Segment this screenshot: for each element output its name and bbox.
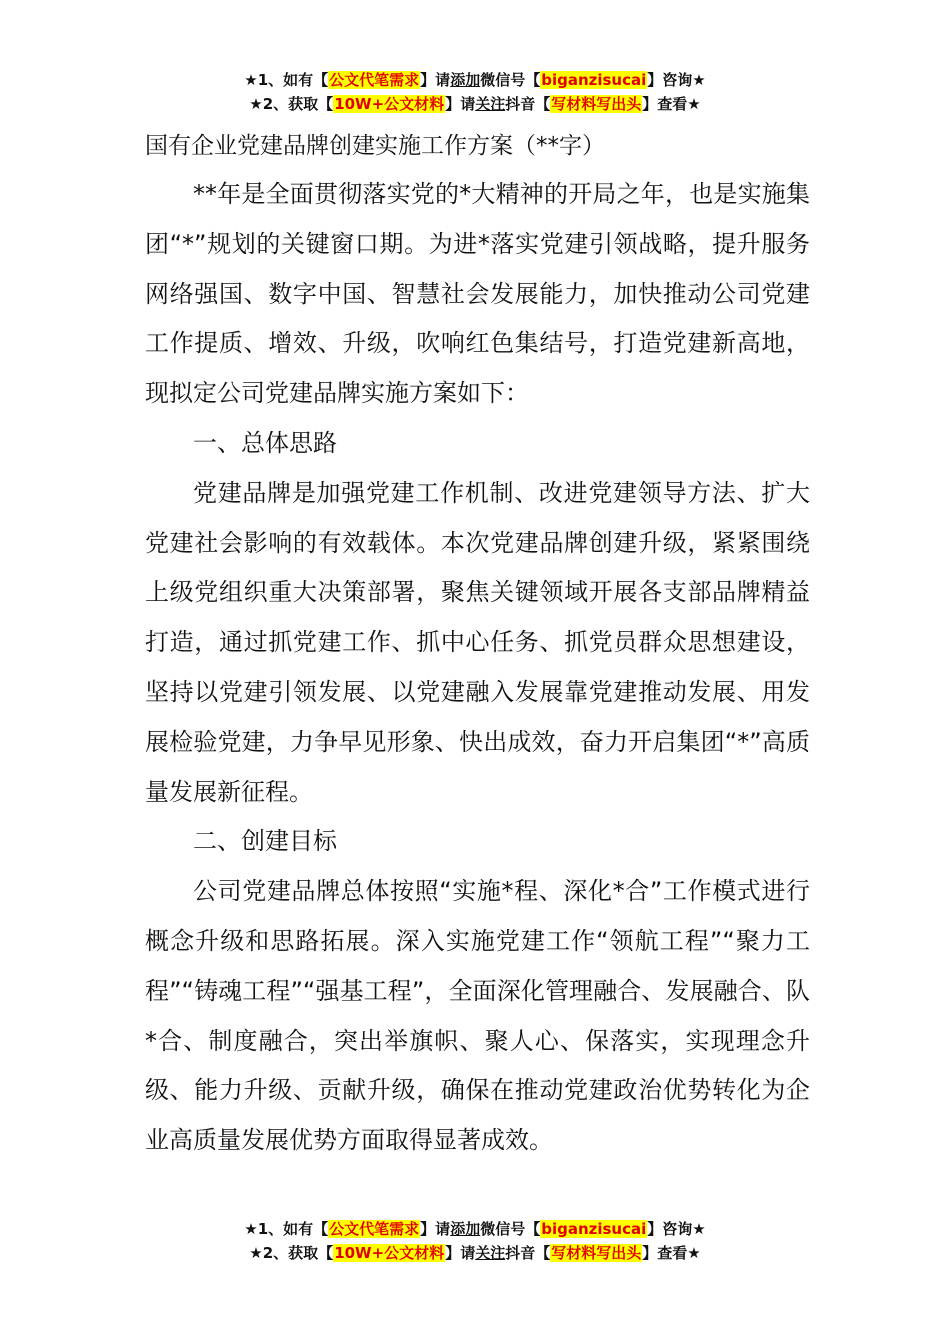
banner-text: 微信号【 — [480, 1220, 541, 1238]
banner-line-2 — [0, 1241, 950, 1265]
highlight-materials: 10W+公文材料 — [334, 95, 445, 113]
highlight-wechat-id: biganzisucai — [541, 71, 647, 89]
document-title: 国有企业党建品牌创建实施工作方案（**字） — [145, 133, 605, 159]
banner-underlined-text: 添加 — [450, 71, 481, 89]
banner-underlined-text: 关注 — [475, 95, 506, 113]
banner-underlined-text: 关注 — [475, 1244, 506, 1262]
banner-line-1 — [0, 68, 950, 92]
banner-line-2 — [0, 92, 950, 116]
highlight-wechat-id: biganzisucai — [541, 1220, 647, 1238]
banner-underlined-text: 添加 — [450, 1220, 481, 1238]
banner-text: 抖音【 — [505, 95, 551, 113]
banner-line-1 — [0, 1217, 950, 1241]
section-heading-2: 二、创建目标 — [193, 827, 337, 856]
banner-text: 】请 — [420, 71, 451, 89]
highlight-service: 公文代笔需求 — [329, 1220, 420, 1238]
banner-text: ★2、获取【 — [249, 95, 334, 113]
banner-text: 】查看★ — [642, 1244, 701, 1262]
highlight-douyin-id: 写材料写出头 — [551, 95, 642, 113]
section-heading-1: 一、总体思路 — [193, 428, 337, 457]
banner-text: 】咨询★ — [647, 1220, 706, 1238]
banner-text: 】请 — [420, 1220, 451, 1238]
banner-text: 】请 — [445, 95, 476, 113]
paragraph-goals: 公司党建品牌总体按照“实施*程、深化*合”工作模式进行概念升级和思路拓展。深入实施党建工作“领航工程”“聚力工程”“铸魂工程”“强基工程”，全面深化管理融合、发展融合、队*合、制度融合，突出举旗帜、聚人心、保落实，实现理念升级、能力升级、贡献升级，确保在推动党建政治优势转化为企业高质量发展优势方面取得显著成效。 — [145, 877, 810, 1155]
header-banner — [0, 68, 950, 116]
banner-text: 】查看★ — [642, 95, 701, 113]
banner-text: 】请 — [445, 1244, 476, 1262]
paragraph-overall-approach: 党建品牌是加强党建工作机制、改进党建领导方法、扩大党建社会影响的有效载体。本次党建品牌创建升级，紧紧围绕上级党组织重大决策部署，聚焦关键领域开展各支部品牌精益打造，通过抓党建工作、抓中心任务、抓党员群众思想建设，坚持以党建引领发展、以党建融入发展靠党建推动发展、用发展检验党建，力争早见形象、快出成效，奋力开启集团“*”高质量发展新征程。 — [145, 478, 810, 806]
banner-text: 】咨询★ — [647, 71, 706, 89]
highlight-materials: 10W+公文材料 — [334, 1244, 445, 1262]
document-body — [145, 170, 810, 1166]
banner-text: ★1、如有【 — [244, 1220, 329, 1238]
banner-text: ★1、如有【 — [244, 71, 329, 89]
paragraph-intro: **年是全面贯彻落实党的*大精神的开局之年，也是实施集团“*”规划的关键窗口期。为进*落实党建引领战略，提升服务网络强国、数字中国、智慧社会发展能力，加快推动公司党建工作提质、增效、升级，吹响红色集结号，打造党建新高地，现拟定公司党建品牌实施方案如下： — [145, 180, 810, 408]
banner-text: ★2、获取【 — [249, 1244, 334, 1262]
highlight-service: 公文代笔需求 — [329, 71, 420, 89]
banner-text: 抖音【 — [505, 1244, 551, 1262]
banner-text: 微信号【 — [480, 71, 541, 89]
footer-banner — [0, 1217, 950, 1265]
highlight-douyin-id: 写材料写出头 — [551, 1244, 642, 1262]
